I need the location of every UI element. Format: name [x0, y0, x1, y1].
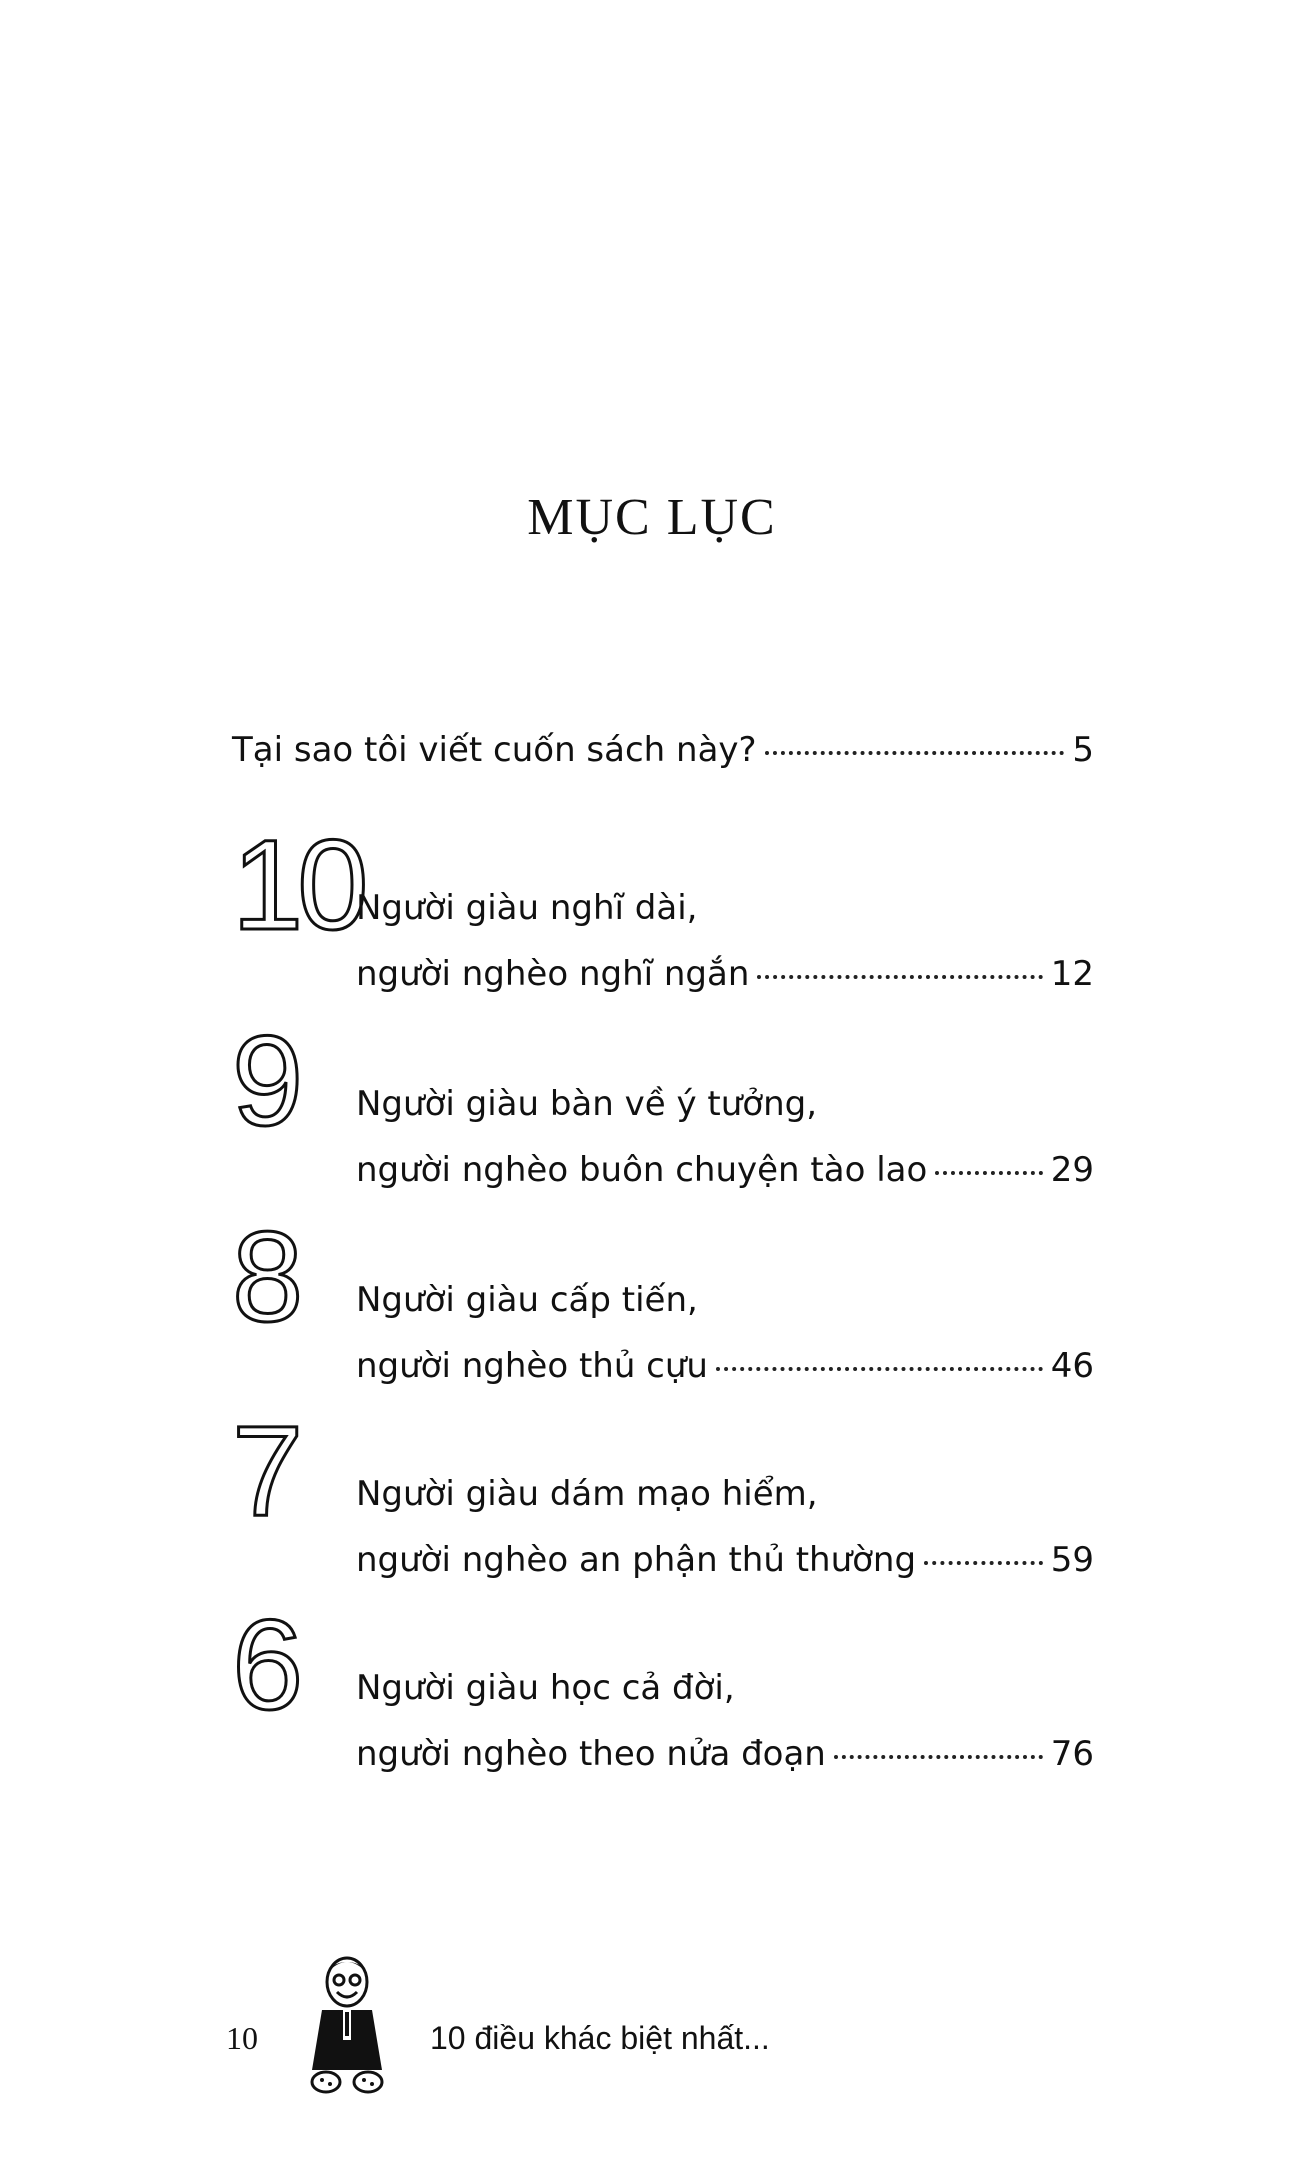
- intro-text: Tại sao tôi viết cuốn sách này?: [232, 730, 757, 770]
- dot-leader: [757, 975, 1042, 979]
- chapter-title-line1: Người giàu nghĩ dài,: [356, 888, 698, 928]
- footer-page-number: 10: [226, 2020, 258, 2056]
- toc-entry-chapter-10[interactable]: [232, 814, 1094, 1012]
- toc-entry-chapter-6[interactable]: [232, 1594, 1094, 1792]
- intro-page-number: 5: [1072, 730, 1094, 770]
- chapter-title-line2: người nghèo nghĩ ngắn: [356, 954, 750, 994]
- cartoon-man-icon: [302, 1950, 392, 2100]
- chapter-page-number: 76: [1050, 1734, 1094, 1774]
- chapter-page-number: 46: [1050, 1346, 1094, 1386]
- toc-entry-chapter-7[interactable]: [232, 1400, 1094, 1598]
- chapter-number: 10: [232, 814, 363, 957]
- dot-leader: [924, 1561, 1043, 1565]
- toc-entry-chapter-9[interactable]: [232, 1010, 1094, 1208]
- chapter-number: 7: [232, 1400, 298, 1543]
- chapter-page-number: 29: [1050, 1150, 1094, 1190]
- chapter-title-line2: người nghèo thủ cựu: [356, 1346, 708, 1386]
- dot-leader: [765, 751, 1065, 755]
- chapter-number: 6: [232, 1594, 298, 1737]
- dot-leader: [834, 1755, 1043, 1759]
- chapter-title-line1: Người giàu dám mạo hiểm,: [356, 1474, 818, 1514]
- chapter-title-line2: người nghèo theo nửa đoạn: [356, 1734, 826, 1774]
- chapter-title-line1: Người giàu bàn về ý tưởng,: [356, 1084, 818, 1124]
- toc-entry-intro[interactable]: [232, 730, 1094, 770]
- chapter-number: 8: [232, 1206, 298, 1349]
- chapter-title-line2: người nghèo an phận thủ thường: [356, 1540, 917, 1580]
- chapter-page-number: 12: [1050, 954, 1094, 994]
- footer-book-title: 10 điều khác biệt nhất...: [430, 2020, 770, 2056]
- chapter-title-line2: người nghèo buôn chuyện tào lao: [356, 1150, 928, 1190]
- dot-leader: [716, 1367, 1043, 1371]
- toc-title: MỤC LỤC: [527, 489, 777, 546]
- chapter-number: 9: [232, 1010, 298, 1153]
- chapter-page-number: 59: [1050, 1540, 1094, 1580]
- chapter-title-line1: Người giàu cấp tiến,: [356, 1280, 698, 1320]
- toc-entry-chapter-8[interactable]: [232, 1206, 1094, 1404]
- chapter-title-line1: Người giàu học cả đời,: [356, 1668, 735, 1708]
- dot-leader: [935, 1171, 1042, 1175]
